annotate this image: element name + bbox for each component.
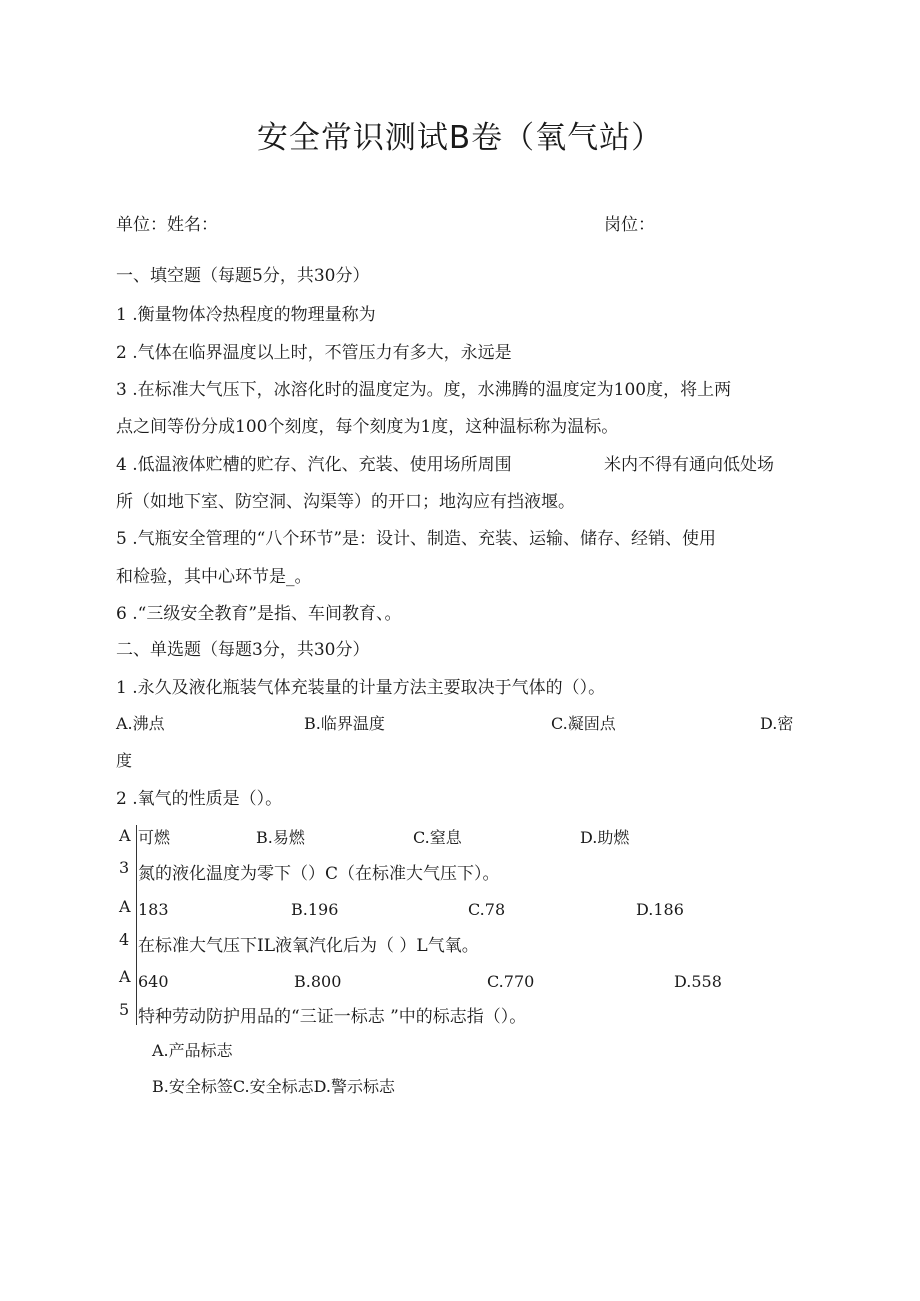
margin-rule xyxy=(136,825,137,1025)
s2-q2-option-a: 可燃 xyxy=(138,828,171,847)
s1-question-4-line1b: 米内不得有通向低处场 xyxy=(604,455,774,475)
s2-q2-option-b: B.易燃 xyxy=(256,828,305,847)
post-label: 岗位： xyxy=(604,215,655,235)
s2-question-2: 2 .氧气的性质是（）。 xyxy=(116,789,283,809)
s2-q4-option-c: C.770 xyxy=(487,972,535,991)
s2-q5-option-a: A.产品标志 xyxy=(152,1041,233,1060)
s2-q1-option-a: A.沸点 xyxy=(116,714,165,733)
margin-mark: 4 xyxy=(119,930,130,949)
section1-heading: 一、填空题（每题5分，共30分） xyxy=(116,266,370,286)
s2-q4-option-d: D.558 xyxy=(674,972,722,991)
s2-q3-option-a: 183 xyxy=(138,900,169,919)
s2-q3-option-d: D.186 xyxy=(636,900,684,919)
margin-mark: A xyxy=(119,897,131,916)
s1-question-5-line2: 和检验，其中心环节是_。 xyxy=(116,567,312,587)
page-title: 安全常识测试B卷（氧气站） xyxy=(256,120,664,156)
s2-q2-option-d: D.助燃 xyxy=(580,828,630,847)
s2-q4-option-a: 640 xyxy=(138,972,169,991)
s2-q1-option-c: C.凝固点 xyxy=(551,714,616,733)
s2-q2-option-c: C.窒息 xyxy=(413,828,462,847)
s2-q1-option-d: D.密 xyxy=(760,714,794,733)
s1-question-2: 2 .气体在临界温度以上时，不管压力有多大，永远是 xyxy=(116,343,512,363)
s2-question-5: 特种劳动防护用品的“三证一标志 ”中的标志指（）。 xyxy=(138,1007,527,1027)
s2-q3-option-b: B.196 xyxy=(291,900,339,919)
unit-name-label: 单位：姓名： xyxy=(116,215,218,235)
margin-mark: 5 xyxy=(119,1000,130,1019)
margin-mark: A xyxy=(119,967,131,986)
s2-q1-option-d-wrap: 度 xyxy=(116,751,133,770)
s1-question-3-line2: 点之间等份分成100个刻度，每个刻度为1度，这种温标称为温标。 xyxy=(116,417,619,437)
s1-question-4-line1a: 4 .低温液体贮槽的贮存、汽化、充装、使用场所周围 xyxy=(116,455,512,475)
section2-heading: 二、单选题（每题3分，共30分） xyxy=(116,640,370,660)
s2-q4-option-b: B.800 xyxy=(294,972,342,991)
s1-question-1: 1 .衡量物体冷热程度的物理量称为 xyxy=(116,305,376,325)
s2-q3-option-c: C.78 xyxy=(468,900,506,919)
s1-question-6: 6 .“三级安全教育”是指、车间教育、。 xyxy=(116,604,402,624)
s1-question-4-line2: 所（如地下室、防空洞、沟渠等）的开口；地沟应有挡液堰。 xyxy=(116,492,575,512)
margin-mark: A xyxy=(119,826,131,845)
s1-question-3-line1: 3 .在标准大气压下，冰溶化时的温度定为。度，水沸腾的温度定为100度，将上两 xyxy=(116,380,732,400)
s2-question-1: 1 .永久及液化瓶装气体充装量的计量方法主要取决于气体的（）。 xyxy=(116,678,606,698)
s2-question-4: 在标准大气压下IL液氧汽化后为（ ）L气氧。 xyxy=(138,936,479,956)
s2-question-3: 氮的液化温度为零下（）C（在标准大气压下）。 xyxy=(138,864,500,884)
s2-q5-options-bcd: B.安全标签C.安全标志D.警示标志 xyxy=(152,1077,395,1096)
margin-mark: 3 xyxy=(119,858,130,877)
s1-question-5-line1: 5 .气瓶安全管理的“八个环节”是：设计、制造、充装、运输、储存、经销、使用 xyxy=(116,529,717,549)
s2-q1-option-b: B.临界温度 xyxy=(304,714,385,733)
